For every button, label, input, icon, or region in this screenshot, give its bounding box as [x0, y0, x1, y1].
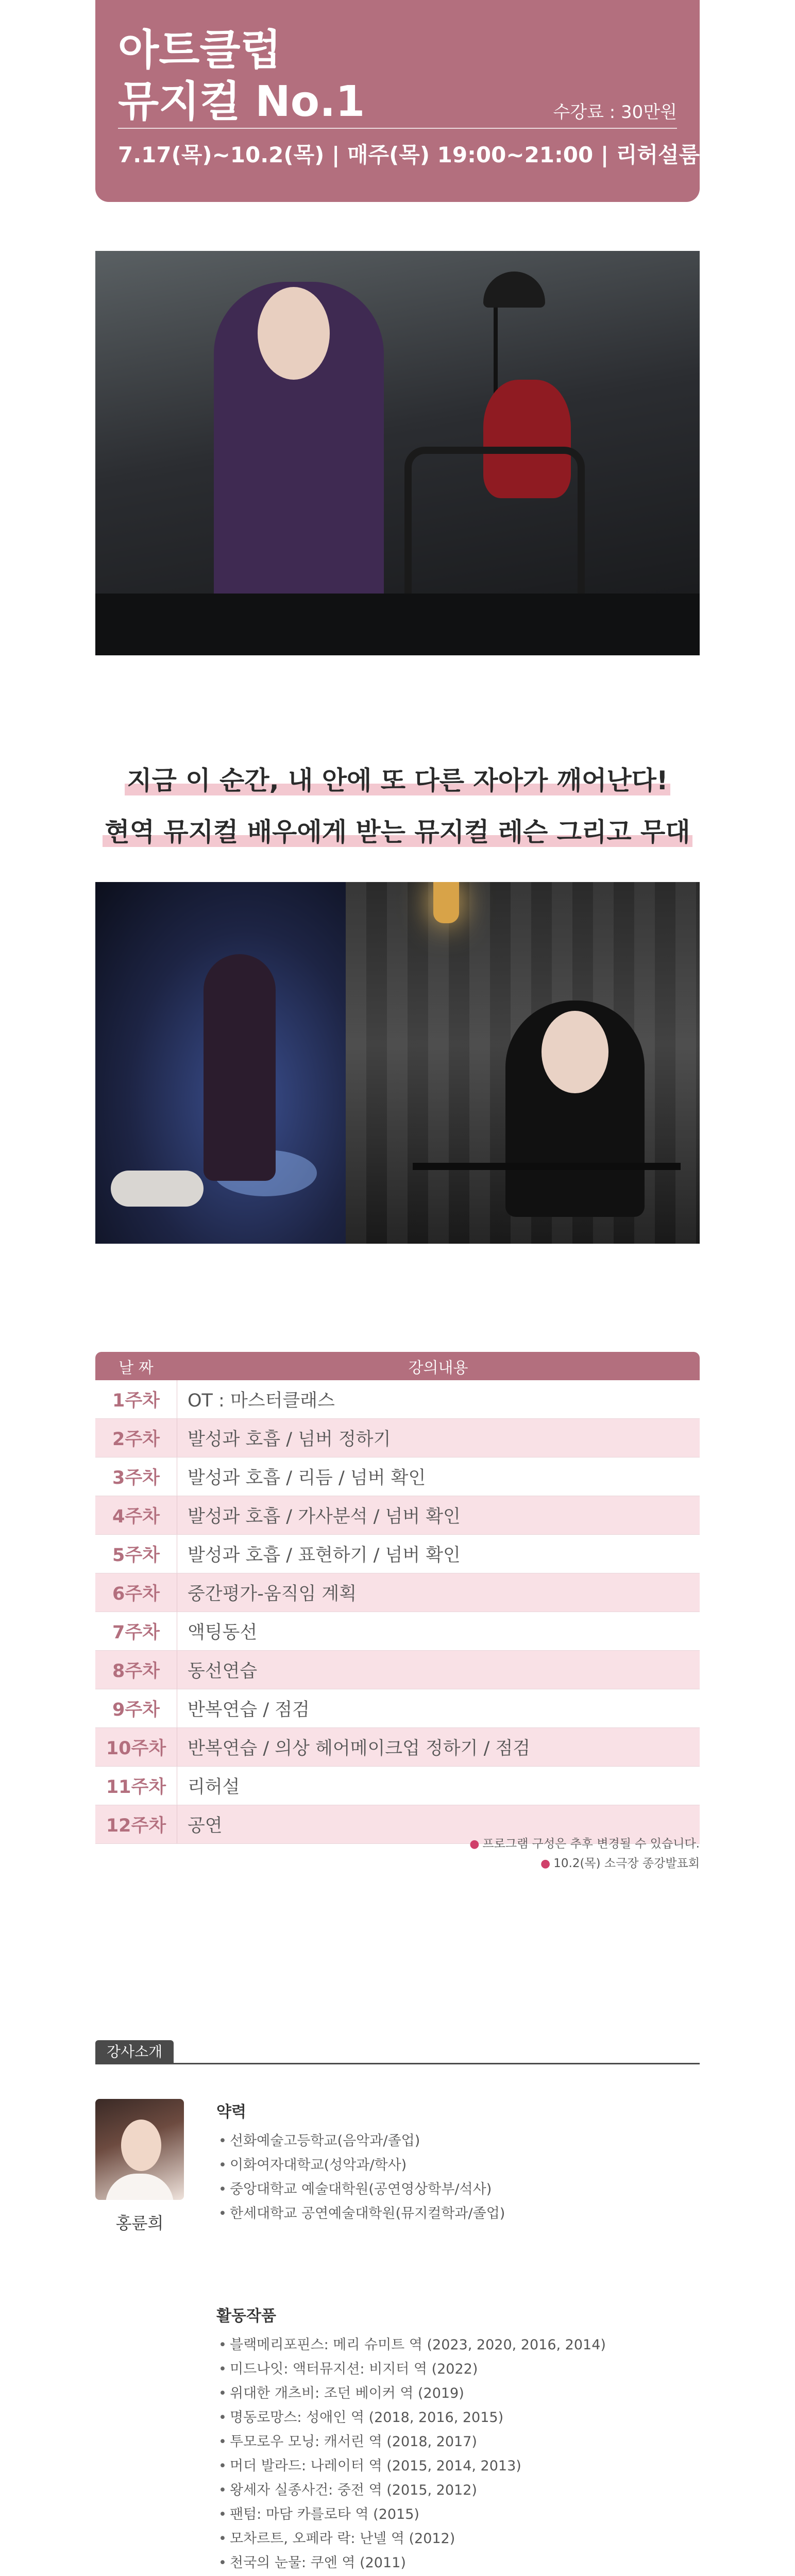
curriculum-content: 발성과 호흡 / 넘버 정하기 [177, 1419, 700, 1457]
works-title: 활동작품 [216, 2307, 276, 2325]
hanging-lamp [433, 882, 459, 923]
instructor-shoulders [106, 2174, 174, 2200]
curriculum-note-1: ● 프로그램 구성은 추후 변경될 수 있습니다. [469, 1837, 700, 1851]
instructor-name: 홍륜희 [115, 2213, 164, 2233]
work-item: • 모차르트, 오페라 락: 난넬 역 (2012) [216, 2527, 680, 2551]
instructor-works [216, 2303, 680, 2575]
course-title [118, 25, 365, 128]
curriculum-row [95, 1380, 700, 1419]
performance-photo-left [95, 882, 346, 1244]
career-title: 약력 [216, 2103, 246, 2121]
curriculum-week: 10주차 [106, 1738, 166, 1759]
seated-figure-face [542, 1011, 608, 1093]
instructor-face [121, 2120, 161, 2171]
curriculum-week: 1주차 [112, 1391, 160, 1411]
career-item: • 이화여자대학교(성악과/학사) [216, 2153, 680, 2177]
curriculum-row [95, 1535, 700, 1573]
curriculum-row [95, 1612, 700, 1651]
course-title-line1: 아트클럽 [118, 26, 281, 75]
actress-face [258, 287, 330, 380]
instructor-photo [95, 2099, 184, 2200]
curriculum-week: 11주차 [106, 1777, 166, 1798]
course-fee: 수강료 : 30만원 [553, 102, 677, 123]
curriculum-content: 발성과 호흡 / 가사분석 / 넘버 확인 [177, 1496, 700, 1534]
work-item: • 위대한 개츠비: 조던 베이커 역 (2019) [216, 2381, 680, 2405]
curriculum-row [95, 1651, 700, 1689]
curriculum-week: 8주차 [112, 1661, 160, 1682]
curriculum-week: 5주차 [112, 1545, 160, 1566]
curriculum-row [95, 1496, 700, 1535]
kneeling-figure [111, 1171, 204, 1207]
instructor-section-label: 강사소개 [95, 2040, 174, 2064]
work-item: • 천국의 눈물: 쿠엔 역 (2011) [216, 2551, 680, 2575]
hero-divider [118, 128, 677, 129]
work-item: • 미드나잇: 액터뮤지션: 비지터 역 (2022) [216, 2357, 680, 2381]
course-title-line2: 뮤지컬 No.1 [118, 77, 365, 126]
career-item: • 선화예술고등학교(음악과/졸업) [216, 2129, 680, 2153]
work-item: • 팬텀: 마담 카를로타 역 (2015) [216, 2502, 680, 2527]
lamp-head [483, 272, 545, 308]
curriculum-content: 액팅동선 [177, 1612, 700, 1650]
curriculum-week: 9주차 [112, 1700, 160, 1720]
course-schedule: 7.17(목)~10.2(목) | 매주(목) 19:00~21:00 | 리허설룸 1 [118, 142, 722, 167]
balcony-rail [413, 1163, 681, 1170]
curriculum-content: 동선연습 [177, 1651, 700, 1689]
curriculum-week: 2주차 [112, 1429, 160, 1450]
slogan-line2: 현역 뮤지컬 배우에게 받는 뮤지컬 레슨 그리고 무대 [95, 811, 700, 849]
work-item: • 명동로망스: 성애인 역 (2018, 2016, 2015) [216, 2405, 680, 2430]
curriculum-row [95, 1419, 700, 1458]
curriculum-row [95, 1573, 700, 1612]
work-item: • 머더 발라드: 나레이터 역 (2015, 2014, 2013) [216, 2454, 680, 2478]
curriculum-row [95, 1689, 700, 1728]
curriculum-content: 발성과 호흡 / 리듬 / 넘버 확인 [177, 1458, 700, 1496]
header-content: 강의내용 [408, 1359, 468, 1377]
curriculum-row [95, 1767, 700, 1805]
curriculum-row [95, 1728, 700, 1767]
curriculum-content: 공연 [177, 1805, 700, 1843]
curriculum-week: 3주차 [112, 1468, 160, 1488]
slogan-line1: 지금 이 순간, 내 안에 또 다른 자아가 깨어난다! [95, 760, 700, 797]
curriculum-content: 반복연습 / 점검 [177, 1689, 700, 1727]
curriculum-content: 중간평가-움직임 계획 [177, 1573, 700, 1612]
work-item: • 투모로우 모닝: 캐서린 역 (2018, 2017) [216, 2430, 680, 2454]
hero-header [95, 0, 722, 202]
curriculum-row [95, 1458, 700, 1496]
performance-photo-right [346, 882, 700, 1244]
curriculum-week: 6주차 [112, 1584, 160, 1604]
curriculum-content: 리허설 [177, 1767, 700, 1805]
header-week: 날 짜 [119, 1359, 154, 1377]
career-item: • 중앙대학교 예술대학원(공연영상학부/석사) [216, 2177, 680, 2201]
curriculum-week: 4주차 [112, 1506, 160, 1527]
curriculum-week: 12주차 [106, 1816, 166, 1836]
career-item: • 한세대학교 공연예술대학원(뮤지컬학과/졸업) [216, 2201, 680, 2226]
curriculum-content: 반복연습 / 의상 헤어메이크업 정하기 / 점검 [177, 1728, 700, 1766]
curriculum-note-2: ● 10.2(목) 소극장 종강발표회 [540, 1857, 700, 1870]
work-item: • 블랙메리포핀스: 메리 슈미트 역 (2023, 2020, 2016, 2014) [216, 2333, 680, 2357]
curriculum-content: OT : 마스터클래스 [177, 1380, 700, 1418]
curriculum-header [95, 1352, 700, 1380]
curriculum-content: 발성과 호흡 / 표현하기 / 넘버 확인 [177, 1535, 700, 1573]
standing-figure [204, 954, 276, 1181]
stage-floor [95, 594, 700, 655]
work-item: • 왕세자 실종사건: 중전 역 (2015, 2012) [216, 2478, 680, 2502]
instructor-divider [95, 2063, 700, 2064]
performance-photo-main [95, 251, 700, 655]
curriculum-week: 7주차 [112, 1622, 160, 1643]
instructor-career [216, 2099, 680, 2226]
curriculum-table [95, 1352, 700, 1844]
